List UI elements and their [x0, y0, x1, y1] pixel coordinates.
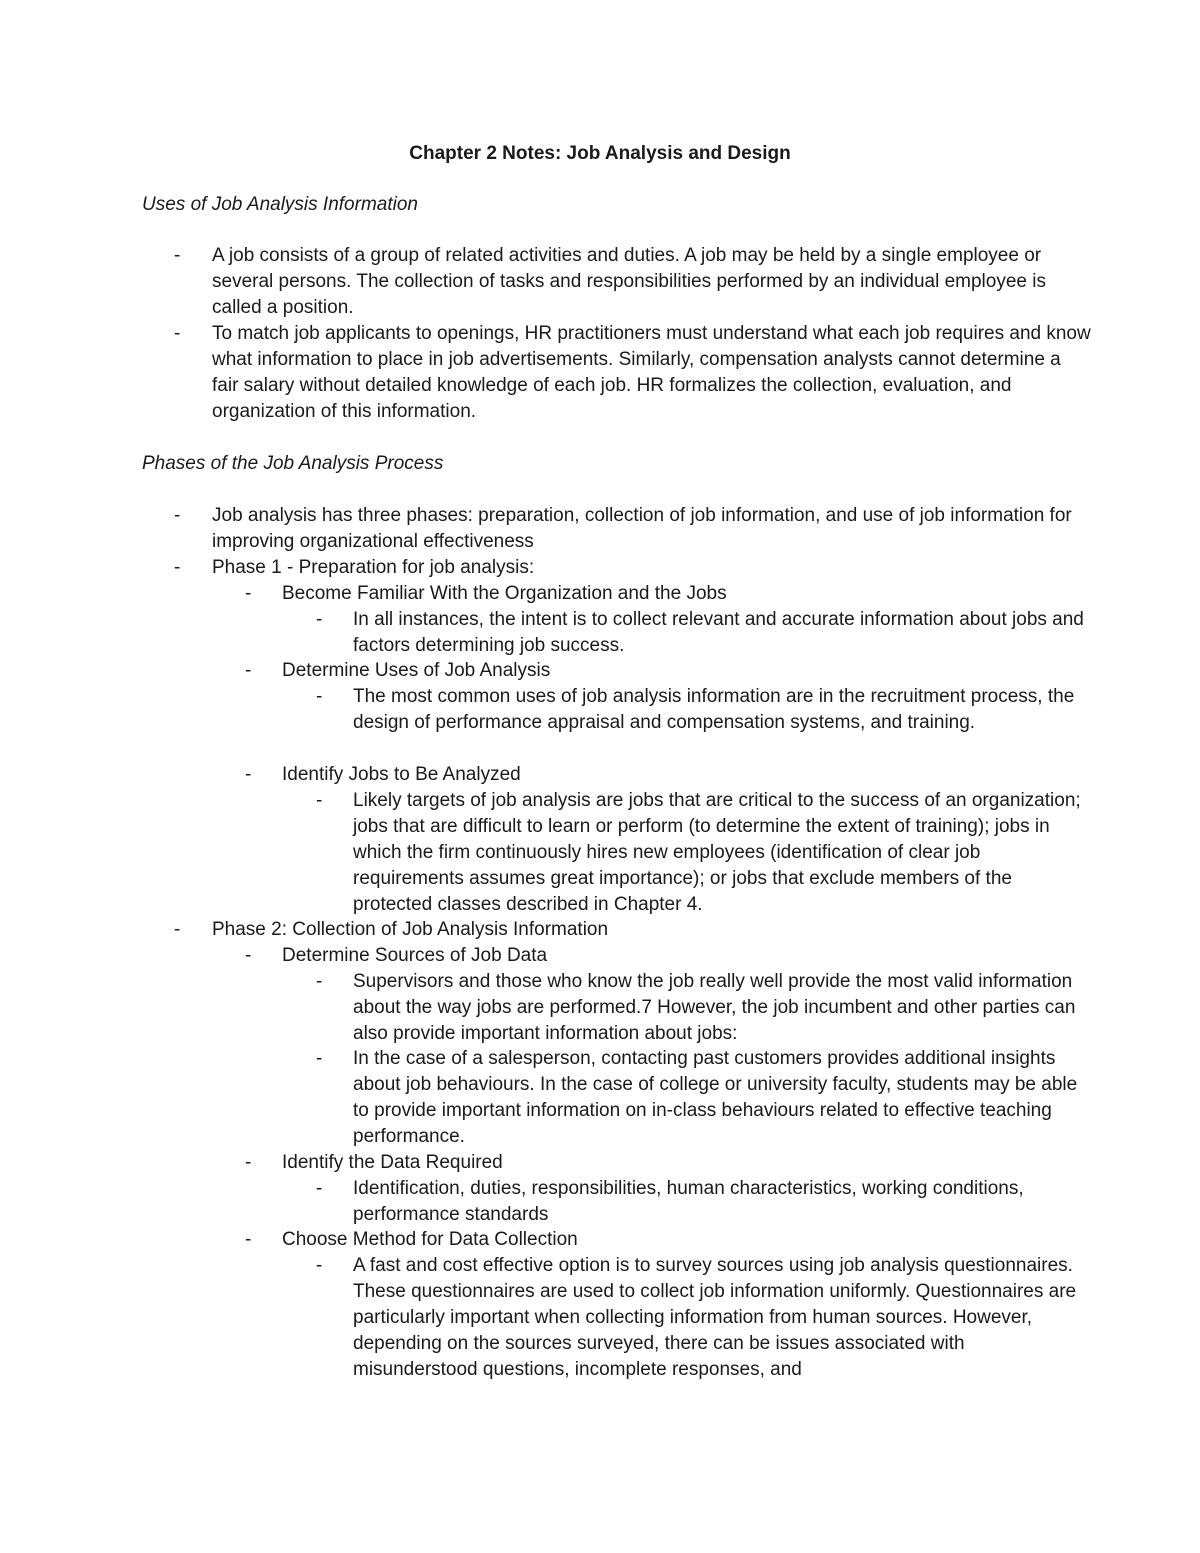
- section-heading-uses: Uses of Job Analysis Information: [142, 194, 418, 215]
- list-item: To match job applicants to openings, HR practitioners must understand what each job requires and know what information to place in job advertisements. Similarly, compensation analysts cannot determine a fair salary without detailed knowledge of each job. HR formalizes the collection, evaluation, and organization of this information.: [212, 323, 1091, 422]
- list-item: Become Familiar With the Organization and the Jobs: [282, 583, 727, 604]
- list-item: A job consists of a group of related activities and duties. A job may be held by a single employee or several persons. The collection of tasks and responsibilities performed by an individual employee is called a position.: [212, 245, 1046, 318]
- list-item: Likely targets of job analysis are jobs that are critical to the success of an organization; jobs that are difficult to learn or perform (to determine the extent of training); jobs in which the firm continuously hires new employees (identification of clear job requirements assumes great importance); or jobs that exclude members of the protected classes described in Chapter 4.: [353, 790, 1081, 915]
- list-item: In all instances, the intent is to collect relevant and accurate information about jobs and factors determining job success.: [353, 609, 1084, 656]
- list-item: A fast and cost effective option is to survey sources using job analysis questionnaires. These questionnaires are used to collect job information uniformly. Questionnaires are particularly important when collecting information from human sources. However, depending on the sources surveyed, there can be issues associated with misunderstood questions, incomplete responses, and: [353, 1255, 1077, 1380]
- bullet-dash: -: [245, 764, 252, 785]
- bullet-dash: -: [245, 660, 252, 681]
- bullet-dash: -: [174, 245, 181, 266]
- list-item: Supervisors and those who know the job really well provide the most valid information about the way jobs are performed.7 However, the job incumbent and other parties can also provide important information about jobs:: [353, 971, 1076, 1044]
- page-title: Chapter 2 Notes: Job Analysis and Design: [409, 143, 791, 164]
- list-item: Identify the Data Required: [282, 1152, 503, 1173]
- bullet-dash: -: [245, 1229, 252, 1250]
- list-item: Determine Uses of Job Analysis: [282, 660, 551, 681]
- bullet-dash: -: [245, 945, 252, 966]
- list-item: In the case of a salesperson, contacting past customers provides additional insights about job behaviours. In the case of college or university faculty, students may be able to provide important information on in-class behaviours related to effective teaching performance.: [353, 1048, 1078, 1147]
- bullet-dash: -: [316, 971, 323, 992]
- bullet-dash: -: [316, 1255, 323, 1276]
- section-heading-phases: Phases of the Job Analysis Process: [142, 453, 444, 474]
- bullet-dash: -: [174, 919, 181, 940]
- bullet-dash: -: [174, 323, 181, 344]
- bullet-dash: -: [316, 609, 323, 630]
- list-item: Phase 2: Collection of Job Analysis Information: [212, 919, 609, 940]
- list-item: Identify Jobs to Be Analyzed: [282, 764, 521, 785]
- bullet-dash: -: [245, 1152, 252, 1173]
- list-item: Determine Sources of Job Data: [282, 945, 548, 966]
- bullet-dash: -: [316, 1048, 323, 1069]
- bullet-dash: -: [245, 583, 252, 604]
- bullet-dash: -: [174, 505, 181, 526]
- bullet-dash: -: [316, 686, 323, 707]
- bullet-dash: -: [174, 557, 181, 578]
- list-item: Phase 1 - Preparation for job analysis:: [212, 557, 535, 578]
- bullet-dash: -: [316, 1178, 323, 1199]
- list-item: The most common uses of job analysis information are in the recruitment process, the design of performance appraisal and compensation systems, and training.: [353, 686, 1075, 733]
- list-item: Job analysis has three phases: preparation, collection of job information, and use of job information for improving organizational effectiveness: [212, 505, 1072, 552]
- list-item: Choose Method for Data Collection: [282, 1229, 578, 1250]
- list-item: Identification, duties, responsibilities, human characteristics, working conditions, performance standards: [353, 1178, 1024, 1225]
- bullet-dash: -: [316, 790, 323, 811]
